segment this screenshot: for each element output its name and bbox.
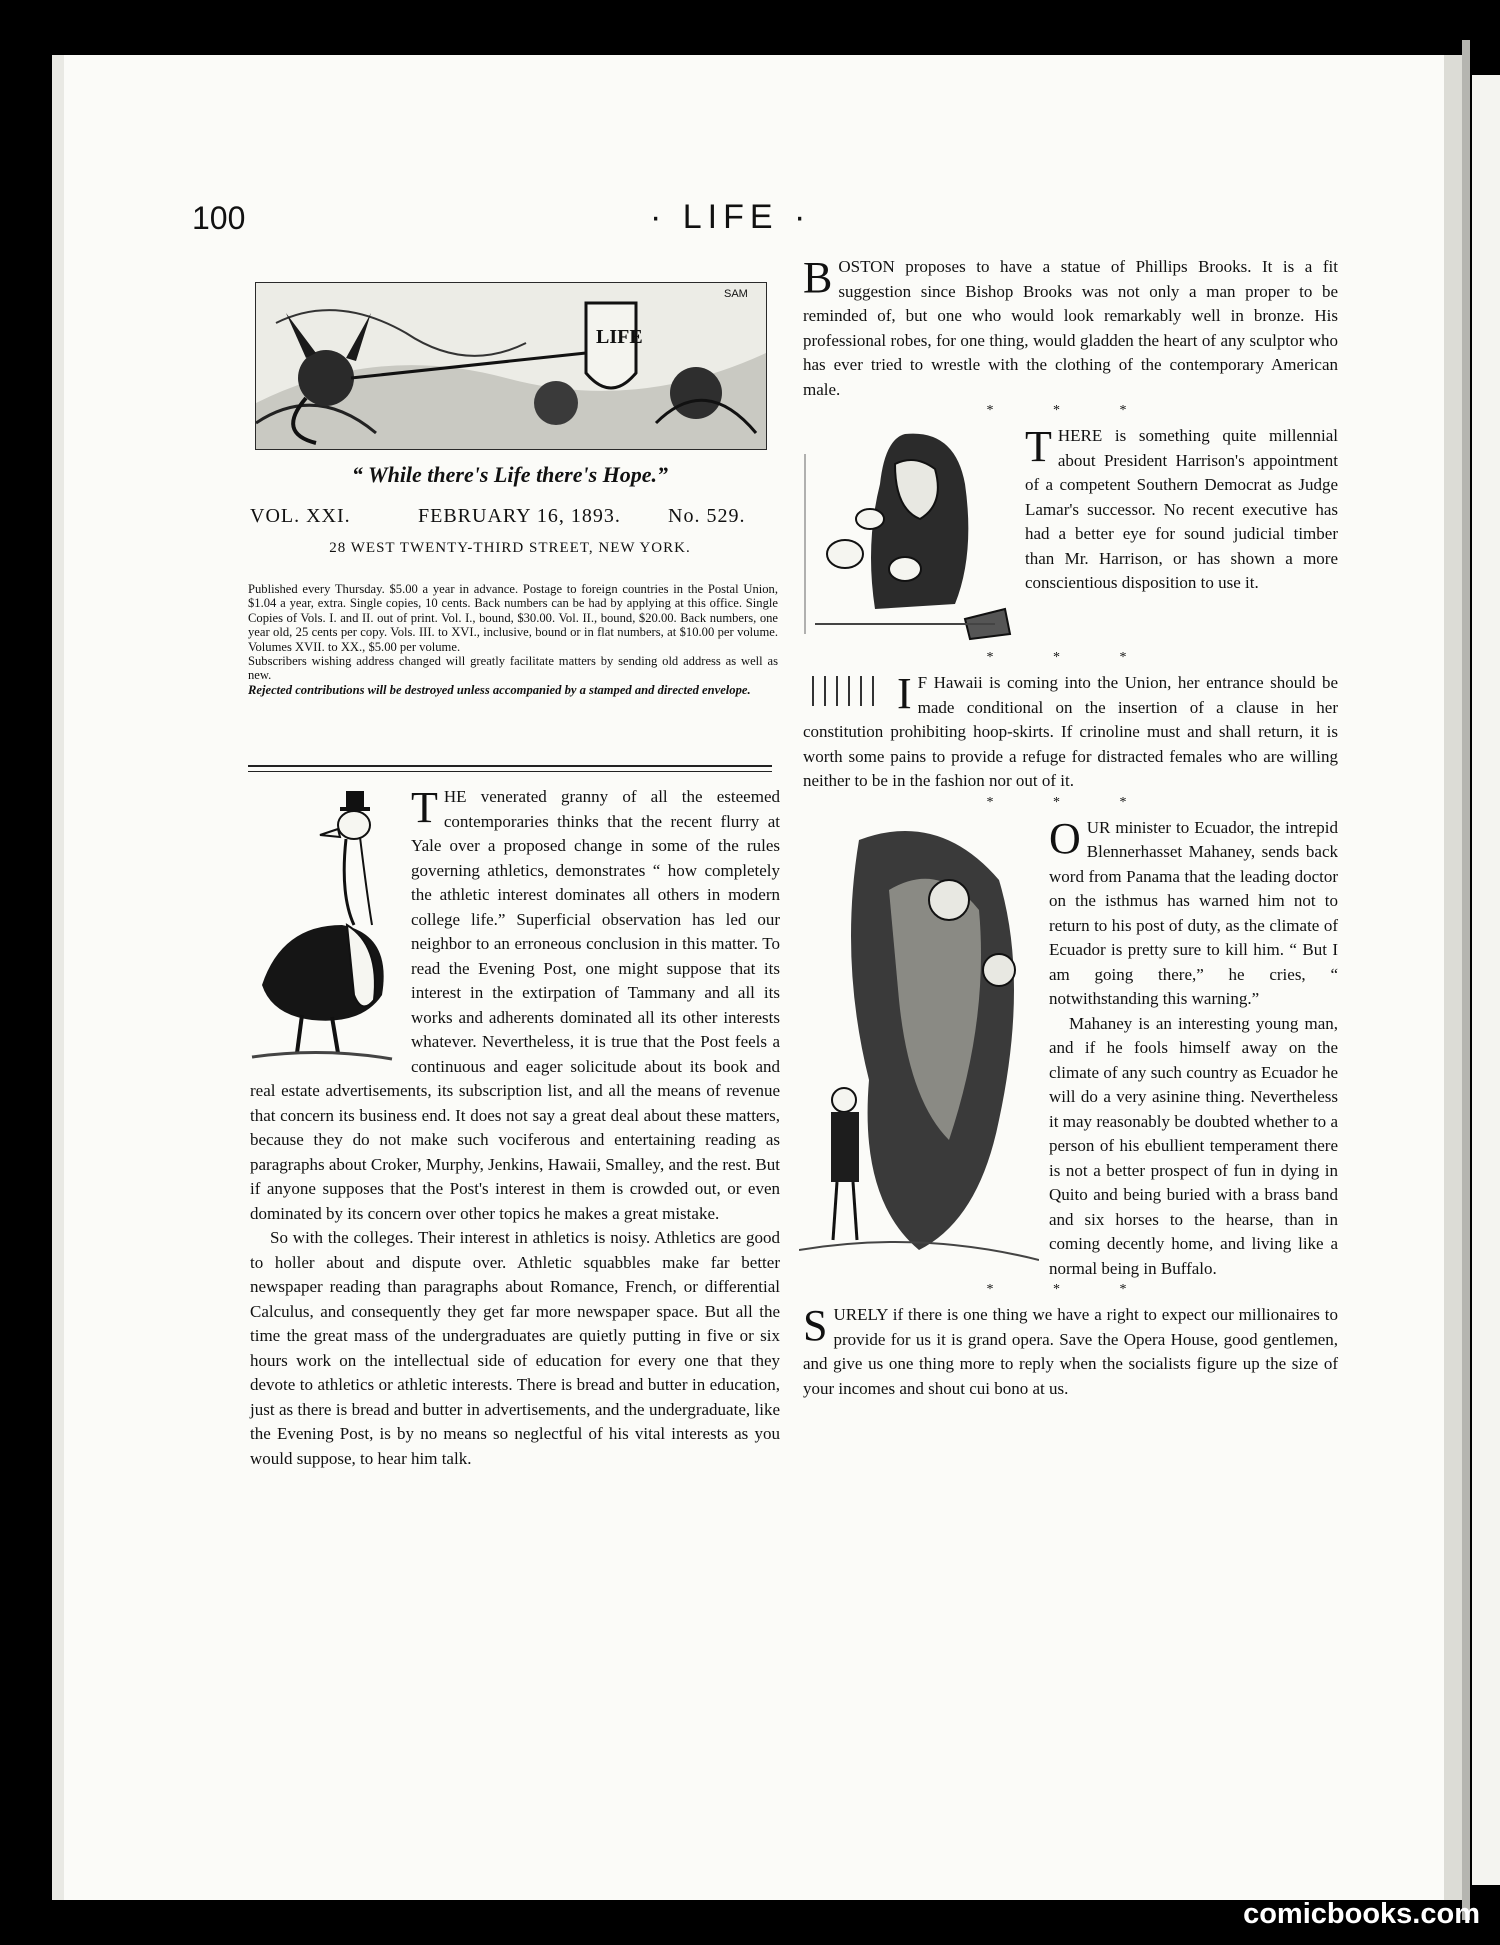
section-separator: * * * bbox=[986, 794, 1155, 810]
artist-signature: SAM bbox=[724, 288, 748, 300]
boston-text: OSTON proposes to have a statue of Phillips Brooks. It is a fit suggestion since Bishop Brooks was not only a man proper to be reminded of, but one who would look remarkably well in bronze. His professional robes, for one thing, would gladden the heart of any sculptor who has ever tried to wrestle with the clothing of the contemporary American male. bbox=[803, 257, 1338, 399]
publication-terms: Published every Thursday. $5.00 a year in advance. Postage to foreign countries in the Postal Union, $1.04 a year, extra. Single copies, 10 cents. Back numbers can be had by applying at this office. Single Copies of Vols. I. and II. out of print. Vol. I., bound, $30.00. Vol. II., bound, $20.00. Back numbers, one year old, 25 cents per copy. Vols. III. to XVI., inclusive, bound or in flat numbers, at $10.00 per volume. Volumes XVII. to XX., $5.00 per volume. bbox=[248, 582, 778, 654]
page-right-edge bbox=[1444, 55, 1462, 1900]
hawaii-text: F Hawaii is coming into the Union, her entrance should be made conditional on the insertion of a clause in her constitution prohibiting hoop-skirts. If crinoline must and shall return, it is worth some pains to provide a refuge for distracted females who are willing neither to be in the fashion nor out of it. bbox=[803, 673, 1338, 790]
drop-cap: T bbox=[1025, 422, 1052, 471]
page-left-edge bbox=[52, 55, 64, 1900]
ecuador-paragraph-1: UR minister to Ecuador, the intrepid Blennerhasset Mahaney, sends back word from Panama that the leading doctor on the isthmus has warned him not to return to his post of duty, as the climate of Ecuador is pretty sure to kill him. “ But I am going there,” he cries, “ notwithstanding this warning.” bbox=[1049, 817, 1338, 1008]
article-granny bbox=[250, 785, 780, 1471]
drop-cap: I bbox=[897, 669, 912, 718]
article-hawaii bbox=[803, 671, 1338, 794]
office-address: 28 WEST TWENTY-THIRD STREET, NEW YORK. bbox=[329, 540, 691, 556]
magazine-motto: “ While there's Life there's Hope.” bbox=[351, 462, 669, 487]
ecuador-paragraph-2: Mahaney is an interesting young man, and if he fools himself away on the climate of any such country as Ecuador he will do a very asinine thing. Nevertheless it may reasonably be doubted whether to a person of his ebullient temperament there is not a better prospect of fun in dying in Quito and being buried with a brass band and six horses to the hearse, than in coming decently home, and living like a normal being in Buffalo. bbox=[1049, 1013, 1338, 1278]
drop-cap: O bbox=[1049, 813, 1081, 863]
article-opera bbox=[803, 1303, 1338, 1401]
goose-illustration bbox=[242, 785, 397, 1075]
double-rule-bottom bbox=[248, 771, 772, 772]
article-boston bbox=[803, 255, 1338, 402]
banner-shield-text: LIFE bbox=[596, 326, 643, 348]
rejected-contributions-note: Rejected contributions will be destroyed unless accompanied by a stamped and directed envelope. bbox=[248, 682, 751, 697]
ecuador-illustration bbox=[799, 820, 1039, 1270]
issue-number: No. 529. bbox=[668, 505, 746, 527]
page-number: 100 bbox=[192, 200, 246, 236]
article-harrison bbox=[803, 424, 1338, 596]
granny-paragraph-1: HE venerated granny of all the esteemed contemporaries thinks that the recent flurry at Yale over a proposed change in some of the rules governing athletics, demonstrates “ how completely the athletic interest dominates all others in modern college life.” Superficial observation has led our neighbor to an erroneous conclusion in this matter. To read the Evening Post, one might suppose that its interest in the extirpation of Tammany and all its works and adherents dominated all its other interests whatever. Nevertheless, it is true that the Post feels a continuous and eager solicitude about its book and real estate advertisements, its subscription list, and all the means of revenue that concern its business end. It does not say a great deal about these matters, because they do not make such vociferous and entertaining reading as paragraphs about Croker, Murphy, Jenkins, Hawaii, Smalley, and the rest. But if anyone supposes that the Post's interest in them is crowded out, or even dominated by its concern over other topics he makes a great mistake. bbox=[250, 787, 780, 1223]
facing-page-edge bbox=[1472, 75, 1500, 1885]
drop-cap: B bbox=[803, 253, 833, 302]
subscriber-note: Subscribers wishing address changed will greatly facilitate matters by sending old address as well as new. bbox=[248, 654, 778, 683]
volume-number: VOL. XXI. bbox=[250, 505, 351, 527]
section-separator: * * * bbox=[986, 650, 1155, 665]
issue-date: FEBRUARY 16, 1893. bbox=[418, 505, 621, 527]
harrison-text: HERE is something quite millennial about President Harrison's appointment of a competent Southern Democrat as Judge Lamar's successor. No recent executive has had a better eye for sound judicial timber than Mr. Harrison, or has shown a more conscientious disposition to use it. bbox=[1025, 426, 1338, 592]
section-separator: * * * bbox=[986, 1282, 1155, 1297]
article-ecuador bbox=[803, 813, 1338, 1282]
right-column bbox=[803, 255, 1338, 1401]
publication-notice bbox=[248, 582, 778, 697]
drop-cap: S bbox=[803, 1301, 828, 1350]
page-spine bbox=[1462, 40, 1470, 1920]
banner-illustration bbox=[255, 282, 767, 450]
section-separator: * * * bbox=[986, 403, 1155, 418]
opera-text: URELY if there is one thing we have a right to expect our millionaires to provide for us it is grand opera. Save the Opera House, good gentlemen, and give us one thing more to reply when the socialists figure up the size of your incomes and shout cui bono at us. bbox=[803, 1305, 1338, 1398]
double-rule-top bbox=[248, 765, 772, 767]
granny-paragraph-2: So with the colleges. Their interest in athletics is noisy. Athletics are good to holler about and dispute over. Athletic squabbles make far better newspaper reading than paragraphs about Romance, French, or differential Calculus, and consequently they get far more newspaper space. But all the time the great mass of the undergraduates are quietly putting in five or six hours work on the intellectual side of education for every one that they devote to athletics or athletic interests. There is bread and butter in education, just as there is bread and butter in advertisements, and the undergraduate, like the Evening Post, is by no means so neglectful of his vital interests as you would suppose, to hear him talk. bbox=[250, 1228, 780, 1468]
hoop-skirt-sketch bbox=[803, 671, 893, 711]
masthead-title: · LIFE · bbox=[650, 198, 812, 236]
judge-illustration bbox=[795, 424, 1015, 649]
site-watermark: comicbooks.com bbox=[1243, 1898, 1480, 1930]
drop-cap: T bbox=[411, 783, 438, 832]
